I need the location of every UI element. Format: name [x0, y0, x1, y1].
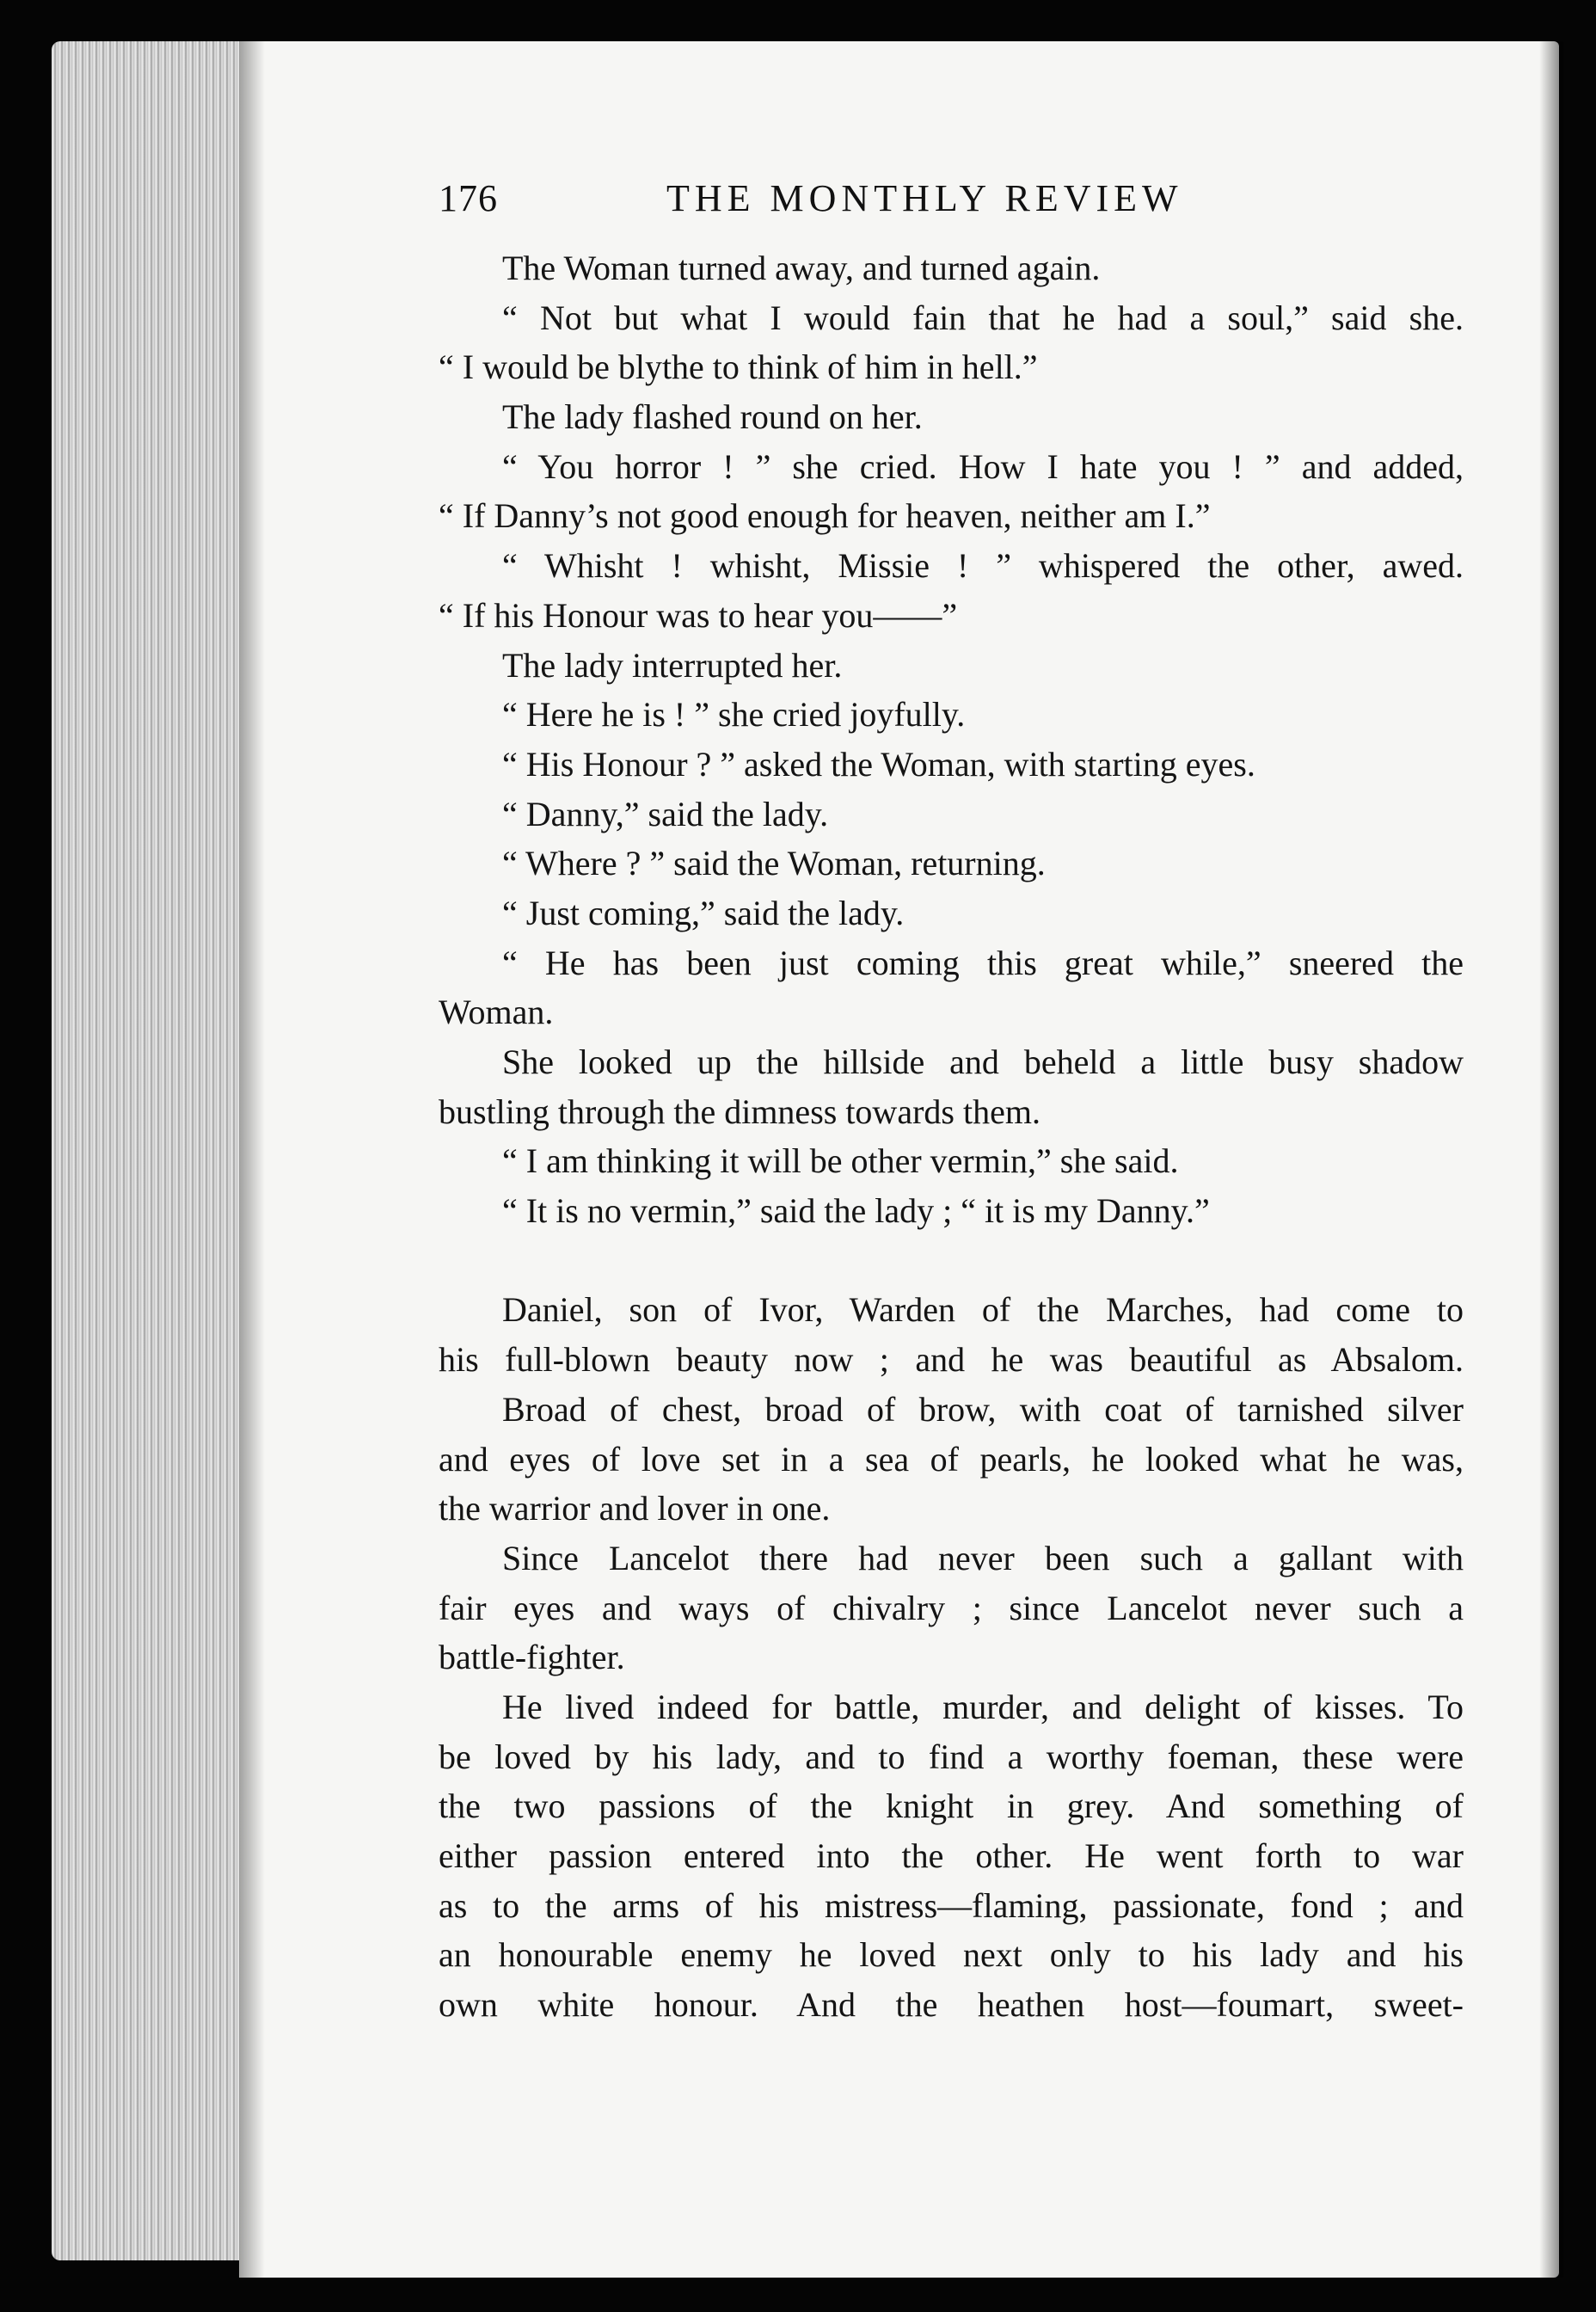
text-line: “ Not but what I would fain that he had a soul,” said she.	[502, 298, 1464, 337]
text-line: “ His Honour ? ” asked the Woman, with starting eyes.	[502, 744, 1255, 784]
book-page-edges	[52, 41, 239, 2260]
text-line: be loved by his lady, and to find a worthy foeman, these were	[439, 1737, 1464, 1776]
text-line: “ If his Honour was to hear you——”	[439, 595, 958, 635]
page-header	[439, 176, 1264, 228]
text-line: “ You horror ! ” she cried. How I hate you ! ” and added,	[502, 446, 1464, 486]
page-right-shadow	[1539, 41, 1563, 2278]
text-line: the two passions of the knight in grey. And something of	[439, 1786, 1464, 1826]
text-line: “ I would be blythe to think of him in hell.”	[439, 347, 1038, 387]
text-line: “ Whisht ! whisht, Missie ! ” whispered the other, awed.	[502, 546, 1464, 586]
text-line: and eyes of love set in a sea of pearls, he looked what he was,	[439, 1439, 1464, 1479]
text-line: the warrior and lover in one.	[439, 1489, 831, 1528]
text-line: “ He has been just coming this great while,” sneered the	[502, 943, 1464, 982]
text-line: as to the arms of his mistress—flaming, passionate, fond ; and	[439, 1885, 1464, 1925]
text-line: an honourable enemy he loved next only to his lady and his	[439, 1935, 1464, 1975]
text-line: Broad of chest, broad of brow, with coat of tarnished silver	[502, 1389, 1464, 1429]
text-line: his full-blown beauty now ; and he was beautiful as Absalom.	[439, 1340, 1464, 1380]
text-line: “ Where ? ” said the Woman, returning.	[502, 844, 1046, 883]
running-title: THE MONTHLY REVIEW	[666, 177, 1183, 219]
text-line: “ I am thinking it will be other vermin,” she said.	[502, 1141, 1179, 1181]
text-line: battle-fighter.	[439, 1638, 625, 1677]
text-line: “ It is no vermin,” said the lady ; “ it is my Danny.”	[502, 1191, 1210, 1231]
section-break	[439, 1236, 1464, 1286]
text-line: “ Just coming,” said the lady.	[502, 893, 905, 932]
text-line: The lady interrupted her.	[502, 645, 843, 685]
page-gutter-shadow	[239, 41, 265, 2278]
text-line: “ Danny,” said the lady.	[502, 794, 829, 833]
text-line: She looked up the hillside and beheld a little busy shadow	[502, 1042, 1464, 1081]
text-line: fair eyes and ways of chivalry ; since Lancelot never such a	[439, 1588, 1464, 1627]
text-line: own white honour. And the heathen host—foumart, sweet-	[439, 1985, 1464, 2025]
text-line: The lady flashed round on her.	[502, 397, 923, 437]
text-line: The Woman turned away, and turned again.	[502, 249, 1101, 287]
text-line: either passion entered into the other. He went forth to war	[439, 1836, 1464, 1875]
text-line: “ If Danny’s not good enough for heaven, neither am I.”	[439, 496, 1211, 536]
text-line: He lived indeed for battle, murder, and delight of kisses. To	[502, 1687, 1464, 1726]
page-number: 176	[439, 177, 498, 219]
text-line: bustling through the dimness towards them.	[439, 1091, 1040, 1131]
body-text	[439, 243, 1464, 2030]
text-line: “ Here he is ! ” she cried joyfully.	[502, 695, 966, 735]
text-line: Daniel, son of Ivor, Warden of the Marches, had come to	[502, 1290, 1464, 1330]
text-line: Woman.	[439, 993, 554, 1032]
text-line: Since Lancelot there had never been such a gallant with	[502, 1538, 1464, 1577]
